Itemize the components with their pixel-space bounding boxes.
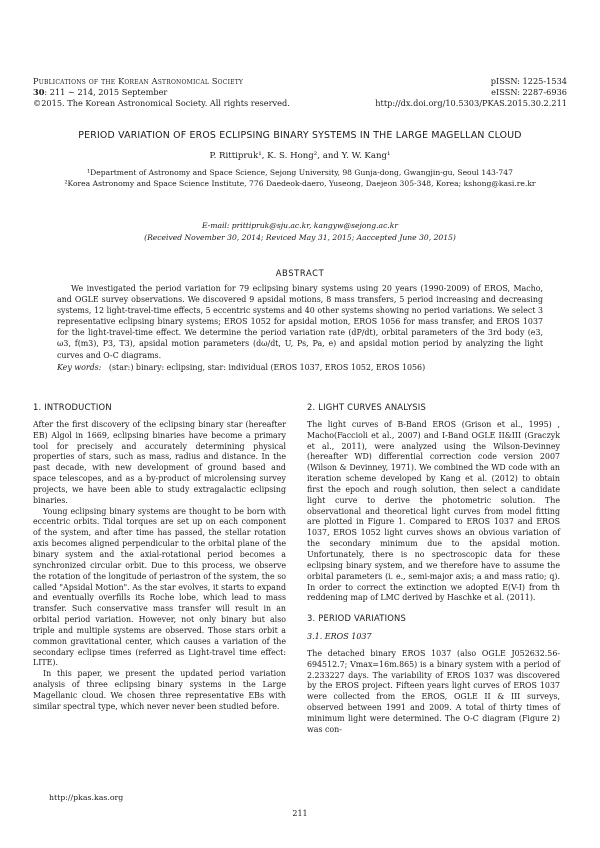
affiliation-2: ²Korea Astronomy and Space Science Institute, 776 Daedeok-daero, Yuseong, Daejeon 305-348, Korea; kshong@kasi.re.kr [64,179,536,188]
email-line: E-mail: prittipruk@sju.ac.kr, kangyw@sejong.ac.kr [202,221,398,230]
keywords-label: Key words: [57,363,102,372]
abstract-heading: ABSTRACT [275,268,325,278]
eissn: eISSN: 2287-6936 [491,87,567,97]
issn-header [307,76,567,109]
period-variations-heading: 3. PERIOD VARIATIONS [307,613,407,624]
light-curves-paragraph: The light curves of B-Band EROS (Grison et al., 1995) , Macho(Faccioli et al., 2007) and I-Band OGLE II&III (Graczyk et al., 2011), were analyzed using the Wilson-Devinney (hereafter WD) differential correction code version 2007 (Wilson & Devinney, 1971). We combined the WD code with an iteration scheme developed by Kang et al. (2012) to obtain first the epoch and rough solution, then select a candidate light curve to derive the photometric solution. The observational and theoretical light curves from model fitting are plotted in Figure 1. Compared to EROS 1037 and EROS 1037, EROS 1052 light curves shows an obvious variation of the secondary minimum due to the apsidal motion. Unfortunately, there is no spectroscopic data for these eclipsing binary system, and we therefore have to assume the orbital parameters (i. e., semi-major axis; a and mass ratio; q). In order to correct the extinction we adopted E(V-I) from th reddening map of LMC derived by Haschke et al. (2011). [307,419,560,603]
copyright-line: ©2015. The Korean Astronomical Society. All rights reserved. [33,98,290,108]
paper-title: PERIOD VARIATION OF EROS ECLIPSING BINARY SYSTEMS IN THE LARGE MAGELLAN CLOUD [78,130,522,141]
volume-number: 30 [33,87,45,97]
eros1037-paragraph: The detached binary EROS 1037 (also OGLE J052632.56-694512.7; Vmax=16m.865) is a binary system with a period of 2.233227 days. The variability of EROS 1037 was discovered by the EROS project. Fifteen years light curves of EROS 1037 were collected from the EROS, OGLE II & III surveys, observed between 1991 and 2009. A total of thirty times of minimum light were determined. The O-C diagram (Figure 2) was con- [307,648,560,734]
intro-paragraph-1: After the first discovery of the eclipsing binary star (hereafter EB) Algol in 1669, eclipsing binaries have become a primary tool for precisely and accurately determining physical properties of stars, such as mass, radius and distance. In the past decade, with new development of ground based and space telescopes, and as a by-product of microlensing survey projects, we have been able to study extragalactic eclipsing binaries. [33,419,286,505]
journal-name: Publications of the Korean Astronomical Society [33,76,244,86]
volume-pages-date: : 211 ∼ 214, 2015 September [44,87,168,97]
abstract-text: We investigated the period variation for 79 eclipsing binary systems using 20 years (1990-2009) of EROS, Macho, and OGLE survey observations. We discovered 9 apsidal motions, 8 mass transfers, 5 period increasing and decreasing systems, 12 light-travel-time effects, 5 eccentric systems and 40 other systems showing no period variations. We select 3 representative eclipsing binary systems; EROS 1052 for apsidal motion, EROS 1056 for mass transfer, and EROS 1037 for the light-travel-time effect. We determine the period variation rate (dP/dt), orbital parameters of the 3rd body (e3, ω3, f(m3), P3, T3), apsidal motion parameters (dω/dt, U, Ps, Pa, e) and apsidal motion period by analyzing the light curves and O-C diagrams. [57,284,543,360]
keywords-text: (star:) binary: eclipsing, star: individual (EROS 1037, EROS 1052, EROS 1056) [108,363,426,372]
right-column [307,402,560,736]
affiliation-1: ¹Department of Astronomy and Space Science, Sejong University, 98 Gunja-dong, Gwangjin-gu, Seoul 143-747 [87,168,513,177]
journal-url[interactable]: http://pkas.kas.org [49,793,124,802]
intro-heading: 1. INTRODUCTION [33,402,112,412]
left-column [33,402,286,713]
light-curves-heading: 2. LIGHT CURVES ANALYSIS [307,402,426,412]
doi-link[interactable]: http://dx.doi.org/10.5303/PKAS.2015.30.2.211 [375,98,567,108]
pissn: pISSN: 1225-1534 [490,76,567,86]
keywords-line [57,362,543,373]
authors-line: P. Rittipruk¹, K. S. Hong², and Y. W. Kang¹ [209,151,391,161]
intro-paragraph-3: In this paper, we present the updated period variation analysis of three eclipsing binary systems in the Large Magellanic cloud. We chosen three representative EBs with similar spectral type, which never never been studied before. [33,669,286,711]
received-dates: (Received November 30, 2014; Reviced May 31, 2015; Aaccepted June 30, 2015) [144,233,456,242]
page-number: 211 [292,809,308,818]
eros1037-subheading: 3.1. EROS 1037 [307,632,372,642]
intro-paragraph-2: Young eclipsing binary systems are thought to be born with eccentric orbits. Tidal torques are set up on each component of the system, and after time has passed, the stellar rotation axis becomes aligned perpendicular to the orbital plane of the binary system and the axial-rotational period becomes a synchronized circular orbit. Due to this process, we observe the rotation of the longitude of periastron of the system, the so called "Apsidal Motion". As the star evolves, it starts to expand and eventually overfills its Roche lobe, which lead to mass transfer. Such conservative mass transfer will result in an orbital period variation. However, not only binary but also triple and multiple systems are observed. Those stars orbit a common gravitational center, which causes a variation of the secondary eclipse times (referred as Light-travel time effect: LITE). [33,506,286,668]
